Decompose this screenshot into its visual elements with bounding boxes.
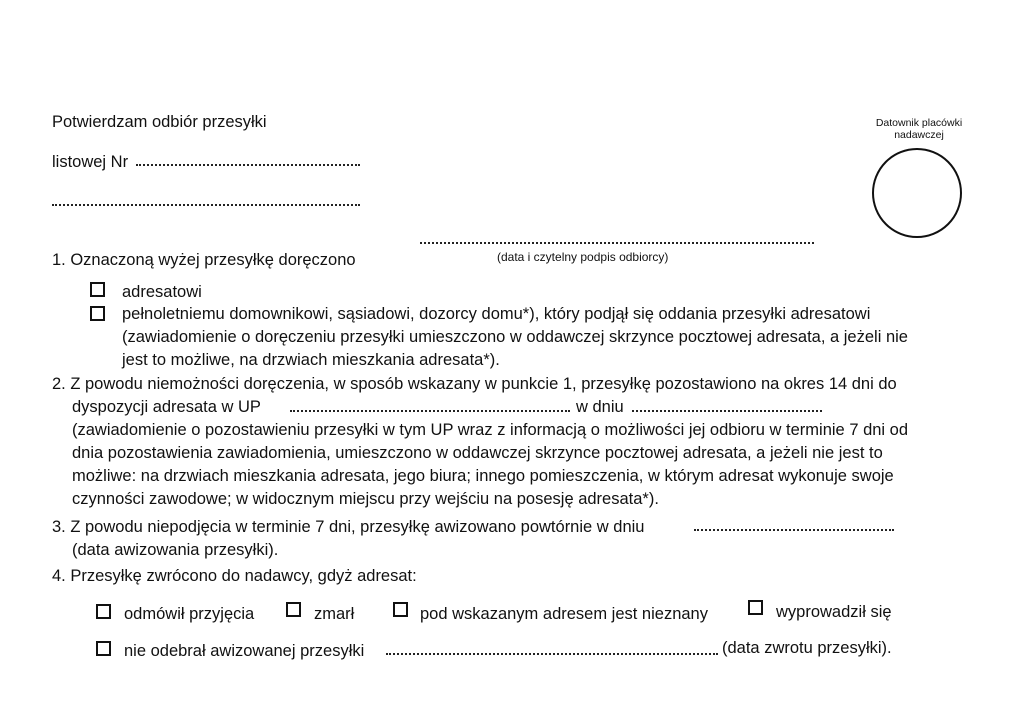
option-unknown-label: pod wskazanym adresem jest nieznany xyxy=(420,605,708,623)
section-2-line-4: dnia pozostawienia zawiadomienia, umieszczono w oddawczej skrzynce pocztowej adresata, a jeżeli nie jest to xyxy=(72,444,883,462)
section-2-line-2a: dyspozycji adresata w UP xyxy=(72,398,261,416)
section-2-line-5: możliwe: na drzwiach mieszkania adresata, jego biura; innego pomieszczenia, w którym adresat wykonuje swoje xyxy=(72,467,894,485)
left-date-field[interactable] xyxy=(632,410,822,412)
post-office-field[interactable] xyxy=(290,410,570,412)
letter-number-label: listowej Nr xyxy=(52,153,129,171)
option-not-collected-label: nie odebrał awizowanej przesyłki xyxy=(124,642,365,660)
option-moved-label: wyprowadził się xyxy=(776,603,892,621)
return-date-caption: (data zwrotu przesyłki). xyxy=(722,639,892,657)
section-2-line-1: 2. Z powodu niemożności doręczenia, w sposób wskazany w punkcie 1, przesyłkę pozostawiono na okres 14 dni do xyxy=(52,375,897,393)
section-3-line-1: 3. Z powodu niepodjęcia w terminie 7 dni, przesyłkę awizowano powtórnie w dniu xyxy=(52,518,645,536)
option-adult-line-3: jest to możliwe, na drzwiach mieszkania adresata*). xyxy=(122,351,500,369)
section-4-title: 4. Przesyłkę zwrócono do nadawcy, gdyż adresat: xyxy=(52,567,417,585)
address-field[interactable] xyxy=(52,204,360,206)
checkbox-unknown[interactable] xyxy=(393,602,408,617)
second-notice-date-field[interactable] xyxy=(694,529,894,531)
letter-number-field[interactable] xyxy=(136,164,360,166)
section-2-line-6: czynności zawodowe; w widocznym miejscu przy wejściu na posesję adresata*). xyxy=(72,490,659,508)
option-died-label: zmarł xyxy=(314,605,355,623)
checkbox-refused[interactable] xyxy=(96,604,111,619)
signature-caption: (data i czytelny podpis odbiorcy) xyxy=(497,250,669,264)
checkbox-died[interactable] xyxy=(286,602,301,617)
stamp-label: Datownik placówki nadawczej xyxy=(875,117,963,141)
section-3-line-2: (data awizowania przesyłki). xyxy=(72,541,279,559)
option-addressee-label: adresatowi xyxy=(122,283,202,301)
checkbox-addressee[interactable] xyxy=(90,282,105,297)
section-2-line-2b: w dniu xyxy=(576,398,624,416)
section-2-line-3: (zawiadomienie o pozostawieniu przesyłki w tym UP wraz z informacją o możliwości jej odbioru w terminie 7 dni od xyxy=(72,421,909,439)
postmark-circle xyxy=(872,148,962,238)
confirm-receipt-label: Potwierdzam odbiór przesyłki xyxy=(52,113,267,131)
checkbox-moved[interactable] xyxy=(748,600,763,615)
checkbox-adult-household[interactable] xyxy=(90,306,105,321)
option-refused-label: odmówił przyjęcia xyxy=(124,605,255,623)
option-adult-line-1: pełnoletniemu domownikowi, sąsiadowi, dozorcy domu*), który podjął się oddania przesyłki adresatowi xyxy=(122,305,871,323)
checkbox-not-collected[interactable] xyxy=(96,641,111,656)
section-1-title: 1. Oznaczoną wyżej przesyłkę doręczono xyxy=(52,251,356,269)
return-date-field[interactable] xyxy=(386,653,718,655)
option-adult-line-2: (zawiadomienie o doręczeniu przesyłki umieszczono w oddawczej skrzynce pocztowej adresata, a jeżeli nie xyxy=(122,328,908,346)
signature-field[interactable] xyxy=(420,242,814,244)
